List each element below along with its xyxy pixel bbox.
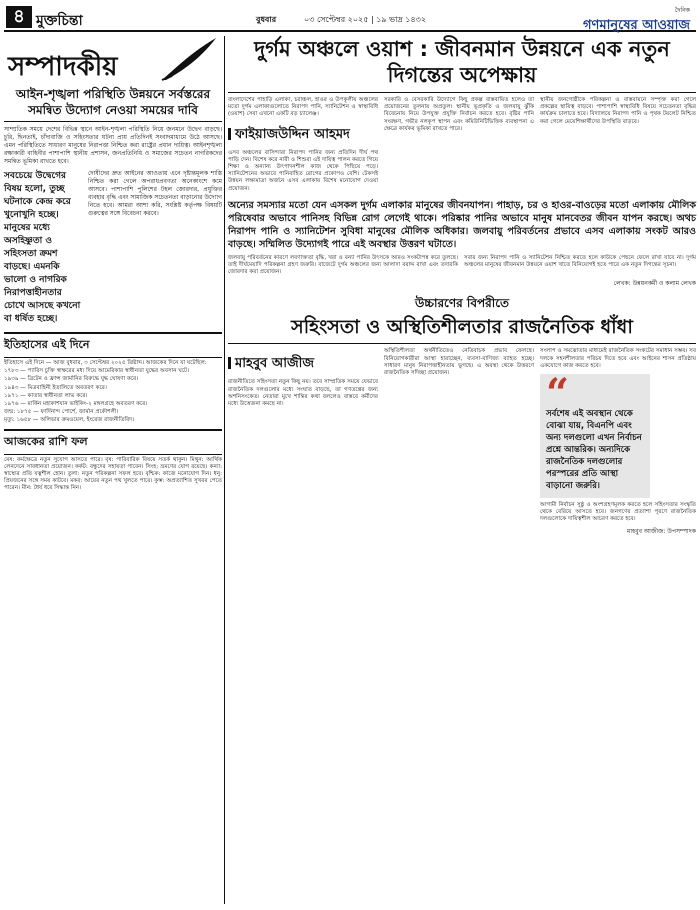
article1-author: ফাইয়াজউদ্দিন আহমদ xyxy=(235,126,350,142)
horoscope-heading: আজকের রাশি ফল xyxy=(4,429,222,455)
article2-col4: আগামী নির্বাচন সুষ্ঠু ও অংশগ্রহণমূলক করতে হলে সহিংসতার সংস্কৃতি থেকে বেরিয়ে আসতে হবে। জনগণের প্রত্যাশা পূরণে রাজনৈতিক দলগুলোকে দায়িত্বশীল আচরণ করতে হবে। xyxy=(540,502,696,523)
quote-mark-icon: “ xyxy=(546,370,570,418)
article1-col2: সরকারি ও বেসরকারি উদ্যোগে কিছু প্রকল্প বাস্তবায়িত হলেও তা প্রয়োজনের তুলনায় অপ্রতুল। স্থানীয় ভূপ্রকৃতি ও জলবায়ু ঝুঁকি বিবেচনায় নিয়ে উপযুক্ত প্রযুক্তি নির্বাচন করতে হবে। বৃষ্টির পানি সংরক্ষণ, গভীর নলকূপ স্থাপন এবং কমিউনিটিভিত্তিক ব্যবস্থাপনা এ ক্ষেত্রে কার্যকর ভূমিকা রাখতে পারে। xyxy=(384,97,534,132)
quill-pen-icon xyxy=(158,36,218,82)
masthead-small: দৈনিক xyxy=(674,7,690,14)
editorial-pull-quote: সবচেয়ে উদ্বেগের বিষয় হলো, তুচ্ছ ঘটনাকে কেন্দ্র করে খুনোখুনি হচ্ছে। মানুষের মধ্যে অসহিষ্ণুতা ও সহিংসতা ক্রমশ বাড়ছে। এমনকি ভালো ও নাগরিক নিরাপত্তাহীনতার চোখে আসছে কখনো বা ধর্ষিত হচ্ছে। xyxy=(4,171,81,324)
horoscope-body: মেষ: কর্মক্ষেত্রে নতুন সুযোগ আসতে পারে। বৃষ: পারিবারিক বিষয়ে সতর্ক থাকুন। মিথুন: আর্থিক লেনদেনে সাবধানতা প্রয়োজন। কর্কট: বন্ধুদের সহায়তা পাবেন। সিংহ: ভ্রমণের যোগ রয়েছে। কন্যা: স্বাস্থ্যের প্রতি যত্নশীল হোন। তুলা: নতুন পরিকল্পনা সফল হবে। বৃশ্চিক: কাজে মনোযোগ দিন। ধনু: প্রিয়জনের সঙ্গে সময় কাটবে। মকর: আয়ের নতুন পথ খুলতে পারে। কুম্ভ: অপ্রত্যাশিত সুখবর পেতে পারেন। মীন: ধৈর্য ধরে সিদ্ধান্ত নিন। xyxy=(4,456,222,492)
today-in-history-body xyxy=(4,360,222,425)
article1-intro: বাংলাদেশের পাহাড়ি এলাকা, চরাঞ্চল, হাওর ও উপকূলীয় অঞ্চলের মতো দুর্গম এলাকাগুলোতে নিরাপদ পানি, স্যানিটেশন ও স্বাস্থ্যবিধি (ওয়াশ) সেবা এখনো একটি বড় চ্যালেঞ্জ। xyxy=(228,97,378,118)
weekday: বুধবার xyxy=(256,15,277,24)
article2-columns xyxy=(228,348,696,536)
masthead xyxy=(510,5,690,37)
today-in-history-heading: ইতিহাসের এই দিনে xyxy=(4,332,222,358)
main-articles xyxy=(228,36,696,537)
article2-col1: রাজনীতিতে সহিংসতা নতুন কিছু নয়। তবে সাম্প্রতিক সময়ে যেভাবে রাজনৈতিক দলগুলোর মধ্যে সংঘাত বাড়ছে, তা গণতন্ত্রের জন্য অশনিসংকেত। নেতারা মুখে শান্তির কথা বললেও বাস্তবে কর্মীদের মধ্যে উত্তেজনা কমছে না। xyxy=(228,379,378,408)
today-item: ১৯৭৬ — মার্কিন মহাকাশযান ভাইকিং-২ মঙ্গলগ্রহে অবতরণ করে। xyxy=(4,401,148,408)
editorial-brand xyxy=(4,36,222,86)
article1-byline xyxy=(228,125,378,146)
article1-callout: অন্যের সমস্যার মতো যেন এসকল দুর্গম এলাকার মানুষের জীবনযাপন। পাহাড়, চর ও হাওর-বাওড়ের মতো এলাকায় মৌলিক পরিষেবার অভাবে পানিসহ বিভিন্ন রোগ লেগেই থাকে। পরিষ্কার পানির অভাবে মানুষ মানবেতর জীবন যাপন করছে। অথচ নিরাপদ পানি ও স্যানিটেশন সুবিধা মানুষের মৌলিক অধিকার। জলবায়ু পরিবর্তনের প্রভাবে এসব এলাকায় সংকট আরও বাড়ছে। সম্মিলিত উদ্যোগই পারে এই অবস্থার উত্তরণ ঘটাতে। xyxy=(228,199,696,250)
article1-left xyxy=(228,97,378,193)
article1-columns xyxy=(228,97,696,193)
today-item: ১৯৭১ — কাতার স্বাধীনতা লাভ করে। xyxy=(4,392,88,399)
article1-writer: লেখক: উন্নয়নকর্মী ও কলাম লেখক xyxy=(613,280,696,288)
page-number: ৪ xyxy=(6,6,32,28)
editorial-column xyxy=(4,36,222,493)
column-divider xyxy=(224,36,225,904)
issue-date: ০৩ সেপ্টেম্বর ২০২৫ | ১৯ ভাদ্র ১৪৩২ xyxy=(304,15,427,24)
today-intro: ইতিহাসে এই দিনে — আজ বুধবার, ৩ সেপ্টেম্বর ২০২৫ খ্রিষ্টাব্দ। আজকের দিনে যা ঘটেছিল: xyxy=(4,360,207,366)
article1-headline: দুর্গম অঞ্চলে ওয়াশ : জীবনমান উন্নয়নে এক নতুন দিগন্তের অপেক্ষায় xyxy=(228,36,696,93)
page-header xyxy=(4,4,696,32)
article2-quote-box xyxy=(540,370,650,498)
masthead-title: গণমানুষের আওয়াজ xyxy=(583,18,690,33)
article2-author: মাহবুব আজীজ xyxy=(235,356,314,372)
today-item: ১৭৮৩ — প্যারিস চুক্তি স্বাক্ষরের মধ্য দিয়ে আমেরিকার স্বাধীনতা যুদ্ধের অবসান ঘটে। xyxy=(4,368,190,375)
article2-writer: মাহবুব আজীজ: উপসম্পাদক xyxy=(627,527,696,535)
editorial-body: সাম্প্রতিক সময়ে দেশের বিভিন্ন স্থানে আইন-শৃঙ্খলা পরিস্থিতি নিয়ে জনমনে উদ্বেগ বাড়ছে। চুরি, ছিনতাই, চাঁদাবাজি ও সহিংসতার ঘটনা প্রায় প্রতিদিনই সংবাদমাধ্যমে উঠে আসছে। এমন পরিস্থিতিতে সাধারণ মানুষের নিরাপত্তা নিশ্চিত করা রাষ্ট্রের প্রধান দায়িত্ব। আইনশৃঙ্খলা রক্ষাকারী বাহিনীর পাশাপাশি স্থানীয় প্রশাসন, জনপ্রতিনিধি ও সমাজের সচেতন নাগরিকদের সমন্বিত ভূমিকা রাখতে হবে। xyxy=(4,126,222,165)
article2-col3: সংলাপ ও সমঝোতার মাধ্যমেই রাজনৈতিক সংকটের সমাধান সম্ভব। সব দলকে সহনশীলতার পরিচয় দিতে হবে এবং আইনের শাসন প্রতিষ্ঠায় একযোগে কাজ করতে হবে। xyxy=(540,348,696,369)
article1-lower-columns xyxy=(228,255,696,277)
editorial-headline: আইন-শৃঙ্খলা পরিস্থিতি উন্নয়নে সর্বস্তরের সমন্বিত উদ্যোগ নেওয়া সময়ের দাবি xyxy=(4,86,222,122)
today-item: জন্ম: ১৮৭৫ — ফার্দিনান্দ পোর্শে, জার্মান প্রকৌশলী। xyxy=(4,409,119,416)
article1-col1: এসব অঞ্চলের বাসিন্দারা নিরাপদ পানির জন্য প্রতিদিন দীর্ঘ পথ পাড়ি দেন। বিশেষ করে নারী ও শিশুরা এই দায়িত্ব পালন করতে গিয়ে শিক্ষা ও অন্যান্য উৎপাদনশীল কাজ থেকে পিছিয়ে পড়ে। স্যানিটেশনের অভাবে পানিবাহিত রোগের প্রকোপও বেশি। টেকসই উন্নয়ন লক্ষ্যমাত্রা অর্জনে এসব এলাকায় বিশেষ মনোযোগ দেওয়া প্রয়োজন। xyxy=(228,149,378,192)
article2-headline: সহিংসতা ও অস্থিতিশীলতার রাজনৈতিক ধাঁধা xyxy=(228,315,696,344)
today-item: মৃত্যু: ১৬৫৮ — অলিভার ক্রমওয়েল, ইংরেজ রাজনীতিবিদ। xyxy=(4,417,135,424)
editorial-label: সম্পাদকীয় xyxy=(8,52,118,82)
today-item: ১৯৩৯ — ব্রিটেন ও ফ্রান্স জার্মানির বিরুদ্ধে যুদ্ধ ঘোষণা করে। xyxy=(4,376,139,383)
article2-right xyxy=(540,348,696,536)
article2-quote: সর্বশেষ এই অবস্থান থেকে বোঝা যায়, বিএনপি এবং অন্য দলগুলো এখন নির্বাচন প্রশ্নে আন্তরিক। অন্যদিকে রাজনৈতিক দলগুলোর পরস্পরের প্রতি আস্থা বাড়ানো জরুরি। xyxy=(546,409,642,492)
article2-byline xyxy=(228,354,378,375)
section-title: মুক্তচিন্তা xyxy=(36,13,83,29)
article1-col3: স্থানীয় জনগোষ্ঠীকে পরিকল্পনা ও বাস্তবায়নে সম্পৃক্ত করা গেলে প্রকল্পের স্থায়িত্ব বাড়বে। পাশাপাশি স্বাস্থ্যবিধি বিষয়ে সচেতনতা বৃদ্ধির কার্যক্রম চালাতে হবে। বিদ্যালয়ে নিরাপদ পানি ও পৃথক টয়লেট নিশ্চিত করা গেলে মেয়েশিক্ষার্থীদের উপস্থিতি বাড়বে। xyxy=(540,97,696,125)
article1-col5: সবার জন্য নিরাপদ পানি ও স্যানিটেশন নিশ্চিত করতে হলে কাউকে পেছনে ফেলে রাখা যাবে না। দুর্গম অঞ্চলের মানুষের জীবনমান উন্নয়নে ওয়াশ খাতে বিনিয়োগই হতে পারে এক নতুন দিগন্তের সূচনা। xyxy=(464,254,696,269)
article2-kicker: উচ্চারণের বিপরীতে xyxy=(414,296,510,311)
today-item: ১৯৪৩ — মিত্রবাহিনী ইতালিতে অবতরণ করে। xyxy=(4,384,107,391)
editorial-body-continued: দোষীদের দ্রুত আইনের আওতায় এনে দৃষ্টান্তমূলক শাস্তি নিশ্চিত করা গেলে অপরাধপ্রবণতা অনেকাংশে কমে আসবে। পাশাপাশি পুলিশের টহল জোরদার, প্রযুক্তির ব্যবহার বৃদ্ধি এবং সামাজিক সচেতনতা বাড়ানোর উদ্যোগ নিতে হবে। আমরা আশা করি, সংশ্লিষ্ট কর্তৃপক্ষ বিষয়টি গুরুত্বের সঙ্গে বিবেচনা করবে। xyxy=(88,170,222,217)
article1-col4: জলবায়ু পরিবর্তনের কারণে লবণাক্ততা বৃদ্ধি, খরা ও বন্যা পানির উৎসকে আরও সংকটাপন্ন করে তুলছে। তাই দীর্ঘমেয়াদি পরিকল্পনা গ্রহণ জরুরি। বাজেটে দুর্গম অঞ্চলের জন্য আলাদা বরাদ্দ রাখা এবং তদারকি জোরদার করা প্রয়োজন। xyxy=(228,254,458,276)
article2-left xyxy=(228,348,378,536)
article2-col2: অস্থিতিশীলতা অর্থনীতিতেও নেতিবাচক প্রভাব ফেলছে। বিনিয়োগকারীরা আস্থা হারাচ্ছেন, ব্যবসা-বাণিজ্য ব্যাহত হচ্ছে। সাধারণ মানুষ নিরাপত্তাহীনতায় ভুগছে। এ অবস্থা থেকে উত্তরণে রাজনৈতিক সদিচ্ছা প্রয়োজন। xyxy=(384,348,534,377)
editorial-pull-row xyxy=(4,170,222,326)
